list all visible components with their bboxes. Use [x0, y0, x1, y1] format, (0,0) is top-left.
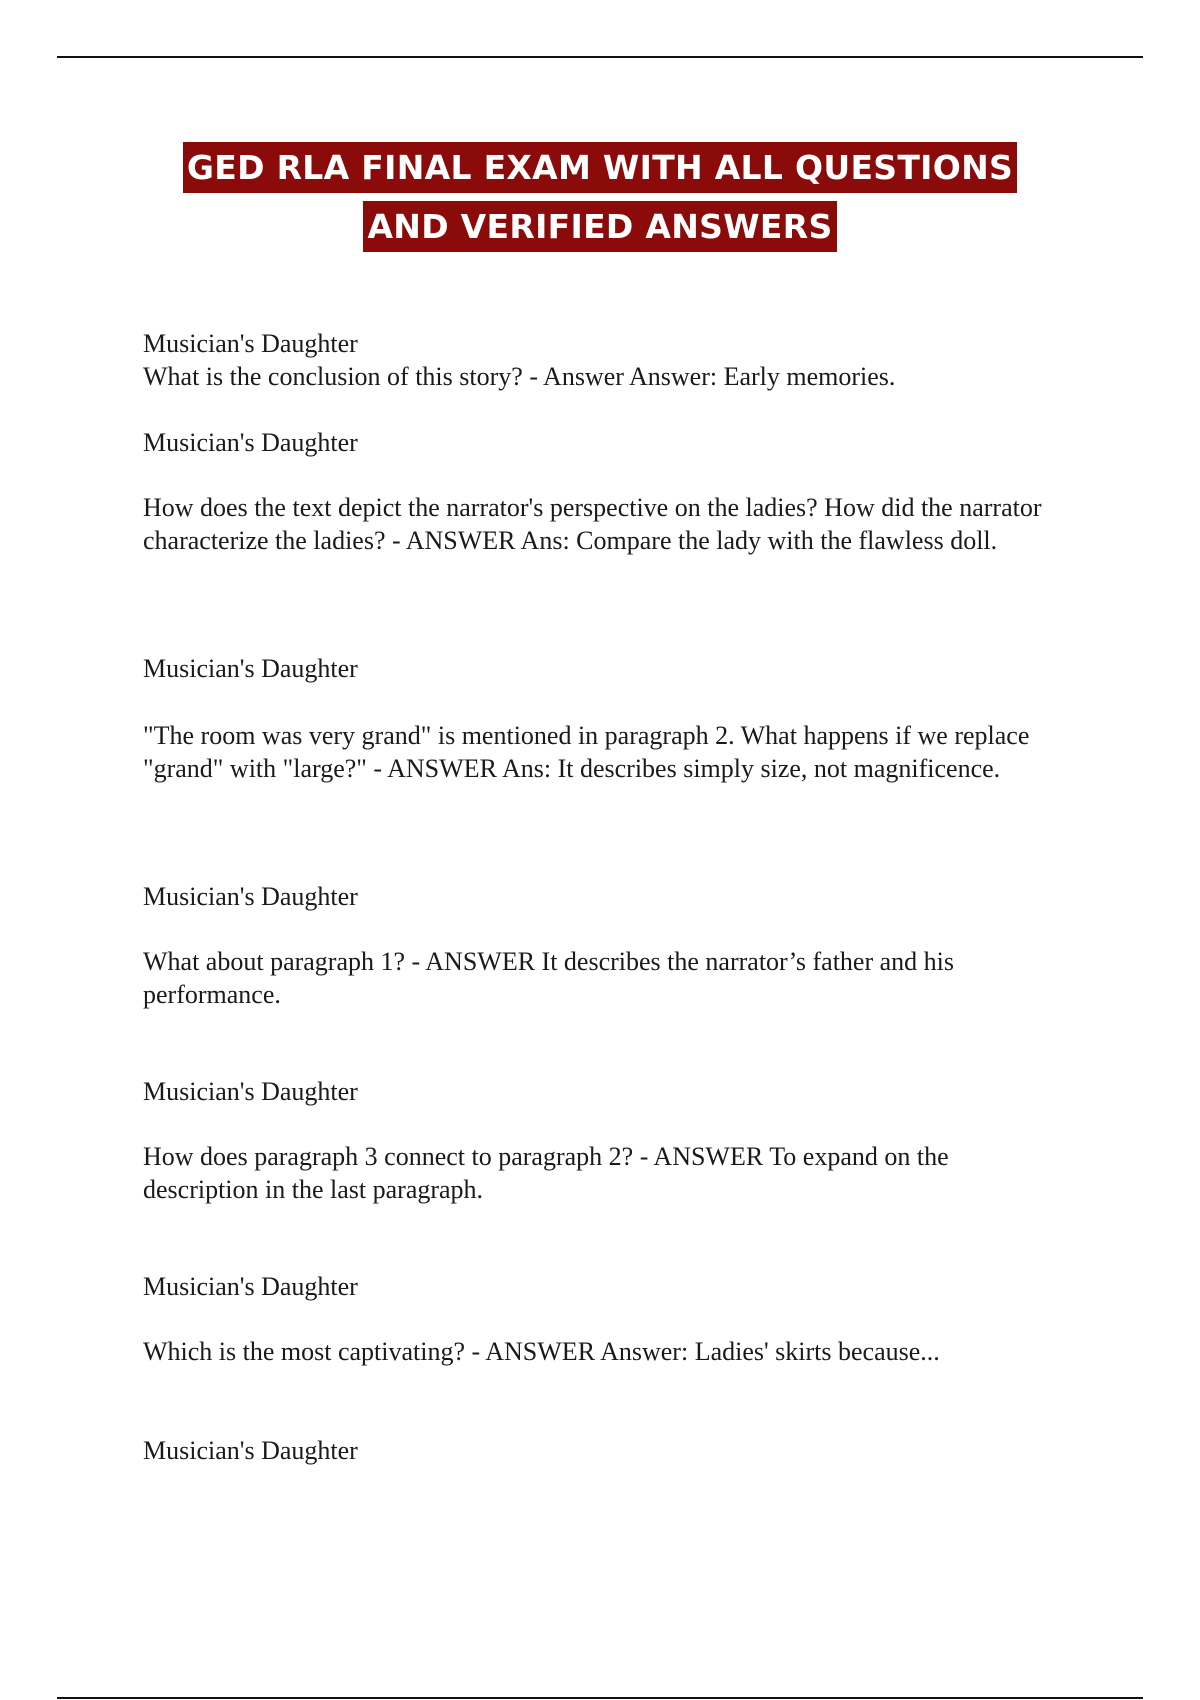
entry-heading: Musician's Daughter: [143, 1077, 358, 1106]
entry-heading: Musician's Daughter: [143, 882, 358, 911]
entry-2-heading-block: [143, 427, 1043, 460]
entry-heading: Musician's Daughter: [143, 428, 358, 457]
entry-5-heading-block: [143, 1076, 1043, 1109]
entry-4-heading-block: [143, 881, 1043, 914]
entry-6-qa-block: [143, 1336, 1043, 1369]
top-rule: [57, 56, 1143, 58]
entry-2-qa-block: [143, 492, 1043, 557]
entry-heading: Musician's Daughter: [143, 654, 358, 683]
entry-question-answer: "The room was very grand" is mentioned in paragraph 2. What happens if we replace "grand" with "large?" - ANSWER Ans: It describes simply size, not magnificence.: [143, 721, 1030, 783]
entry-question-answer: Which is the most captivating? - ANSWER Answer: Ladies' skirts because...: [143, 1337, 940, 1366]
entry-3-qa-block: [143, 720, 1043, 785]
entry-1: [143, 328, 1043, 393]
entry-question-answer: What is the conclusion of this story? - Answer Answer: Early memories.: [143, 361, 896, 391]
title-line-1: GED RLA FINAL EXAM WITH ALL QUESTIONS: [183, 142, 1017, 193]
entry-heading: Musician's Daughter: [143, 329, 358, 358]
entry-heading: Musician's Daughter: [143, 1436, 358, 1465]
entry-6-heading-block: [143, 1271, 1043, 1304]
entry-7-heading-block: [143, 1435, 1043, 1468]
title-line-2: AND VERIFIED ANSWERS: [363, 201, 836, 252]
entry-question-answer: What about paragraph 1? - ANSWER It describes the narrator’s father and his performance.: [143, 947, 955, 1009]
document-title: [0, 142, 1200, 260]
entry-3-heading-block: [143, 653, 1043, 686]
entry-4-qa-block: [143, 946, 1043, 1011]
entry-question-answer: How does the text depict the narrator's perspective on the ladies? How did the narrator characterize the ladies? - ANSWER Ans: Compare the lady with the flawless doll.: [143, 493, 1042, 555]
bottom-rule: [57, 1697, 1143, 1699]
entry-heading: Musician's Daughter: [143, 1272, 358, 1301]
entry-5-qa-block: [143, 1141, 1043, 1206]
entry-question-answer: How does paragraph 3 connect to paragraph 2? - ANSWER To expand on the description in the last paragraph.: [143, 1142, 949, 1204]
